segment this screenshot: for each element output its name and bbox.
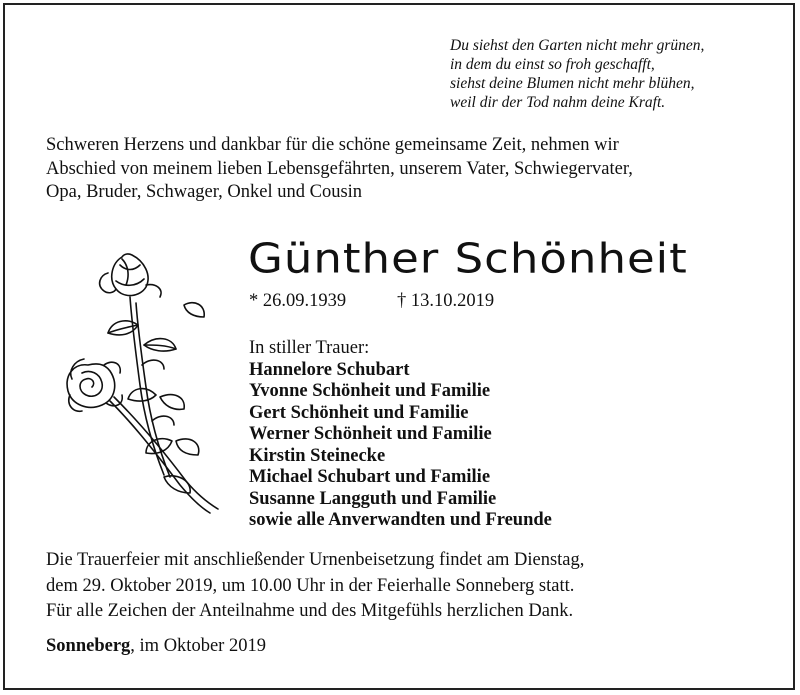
mourner-name: Kirstin Steinecke — [249, 445, 386, 466]
notice-date: , im Oktober 2019 — [130, 636, 266, 656]
poem-line: in dem du einst so froh geschafft, — [450, 56, 655, 73]
poem-line: siehst deine Blumen nicht mehr blühen, — [450, 75, 695, 92]
birth-date: * 26.09.1939 — [249, 291, 347, 311]
mourner-name: Michael Schubart und Familie — [249, 467, 491, 487]
ceremony-info — [46, 548, 584, 625]
ceremony-line: Für alle Zeichen der Anteilnahme und des Mitgefühls herzlichen Dank. — [46, 601, 574, 621]
poem-line: weil dir der Tod nahm deine Kraft. — [450, 94, 666, 111]
death-date: † 13.10.2019 — [397, 291, 495, 311]
rose-illustration-icon — [60, 245, 245, 515]
mourners-list — [249, 338, 552, 532]
place-date — [46, 636, 266, 657]
deceased-name: Günther Schönheit — [248, 234, 688, 283]
mourners-heading: In stiller Trauer: — [249, 338, 370, 358]
mourner-name: Susanne Langguth und Familie — [249, 488, 497, 509]
mourner-name: Hannelore Schubart — [249, 359, 410, 380]
poem-line: Du siehst den Garten nicht mehr grünen, — [450, 37, 705, 54]
mourner-name: Yvonne Schönheit und Familie — [249, 381, 491, 401]
mourner-name: Gert Schönheit und Familie — [249, 402, 469, 423]
intro-text — [46, 134, 633, 205]
intro-line: Opa, Bruder, Schwager, Onkel und Cousin — [46, 182, 363, 202]
ceremony-line: Die Trauerfeier mit anschließender Urnenbeisetzung findet am Dienstag, — [46, 550, 585, 570]
life-dates — [249, 291, 495, 312]
ceremony-line: dem 29. Oktober 2019, um 10.00 Uhr in der Feierhalle Sonneberg statt. — [46, 575, 575, 596]
place-name: Sonneberg — [46, 636, 131, 656]
poem — [450, 36, 704, 112]
intro-line: Abschied von meinem lieben Lebensgefährten, unserem Vater, Schwiegervater, — [46, 158, 633, 179]
intro-line: Schweren Herzens und dankbar für die schöne gemeinsame Zeit, nehmen wir — [46, 135, 619, 155]
mourner-name: Werner Schönheit und Familie — [249, 424, 492, 444]
mourner-name: sowie alle Anverwandten und Freunde — [249, 510, 552, 530]
